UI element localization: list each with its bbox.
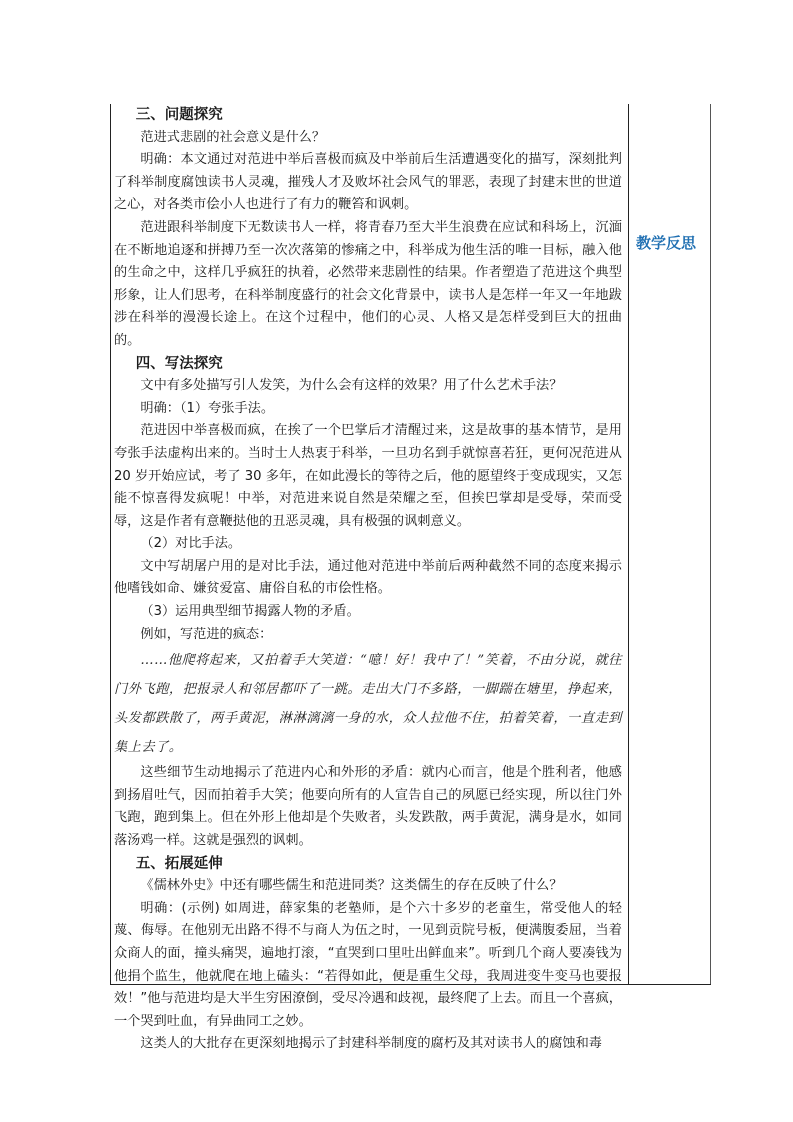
body-paragraph: 范进因中举喜极而疯，在挨了一个巴掌后才清醒过来，这是故事的基本情节，是用夸张手法虚构出来的。当时士人热衷于科举，一旦功名到手就惊喜若狂，更何况范进从 20 岁开始应试，考了 30 多年，在如此漫长的等待之后，他的愿望终于变成现实，又怎能不惊喜得发疯呢！中举，对范进来说自然是荣耀之至，但挨巴掌却是受辱，荣而受辱，这是作者有意鞭挞他的丑恶灵魂，具有极强的讽刺意义。 (114, 423, 622, 529)
table-border-right (710, 104, 711, 984)
body-paragraph: 这些细节生动地揭示了范进内心和外形的矛盾：就内心而言，他是个胜利者，他感到扬眉吐气，因而拍着手大笑；他要向所有的人宣告自己的夙愿已经实现，所以往门外飞跑，跑到集上。但在外形上他却是个失败者，头发跌散，两手黄泥，满身是水，如同落汤鸡一样。这就是强烈的讽刺。 (114, 765, 622, 849)
section-heading-4: 四、写法探究 (135, 355, 223, 372)
main-text-column (114, 104, 622, 1056)
answer-paragraph: 明确：(示例) 如周进，薛家集的老塾师，是个六十多岁的老童生，常受他人的轻蔑、侮辱。在他别无出路不得不与商人为伍之时，一见到贡院号板，便满腹委屈，当着众商人的面，撞头痛哭，遍地打滚，“直哭到口里吐出鲜血来”。听到几个商人要凑钱为他捐个监生，他就爬在地上磕头：“若得如此，便是重生父母，我周进变牛变马也要报效！”他与范进均是大半生穷困潦倒，受尽冷遇和歧视，最终爬了上去。而且一个喜疯，一个哭到吐血，有异曲同工之妙。 (114, 900, 622, 1029)
body-paragraph: 文中写胡屠户用的是对比手法，通过他对范进中举前后两种截然不同的态度来揭示他嗜钱如命、嫌贫爱富、庸俗自私的市侩性格。 (114, 558, 622, 597)
question-5: 《儒林外史》中还有哪些儒生和范进同类？这类儒生的存在反映了什么？ (140, 878, 563, 894)
question-3: 范进式悲剧的社会意义是什么？ (140, 129, 326, 145)
table-border-left (110, 104, 111, 984)
answer-point-2: （2）对比手法。 (140, 536, 242, 552)
question-4: 文中有多处描写引人发笑，为什么会有这样的效果？用了什么艺术手法？ (140, 378, 563, 394)
body-paragraph: 范进跟科举制度下无数读书人一样，将青春乃至大半生浪费在应试和科场上，沉湎在不断地追逐和拼搏乃至一次次落第的惨痛之中，科举成为他生活的唯一目标，融入他的生命之中，这样几乎疯狂的执着，必然带来悲剧性的结果。作者塑造了范进这个典型形象，让人们思考，在科举制度盛行的社会文化背景中，读书人是怎样一年又一年地跋涉在科举的漫漫长途上。在这个过程中，他们的心灵、人格又是怎样受到巨大的扭曲的。 (114, 219, 622, 348)
answer-point-1: 明确：（1）夸张手法。 (140, 400, 275, 416)
section-heading-3: 三、问题探究 (135, 107, 223, 123)
table-border-middle (628, 104, 629, 984)
teaching-reflection-label: 教学反思 (636, 234, 697, 252)
body-paragraph: 这类人的大批存在更深刻地揭示了封建科举制度的腐朽及其对读书人的腐蚀和毒 (140, 1036, 602, 1052)
example-intro: 例如，写范进的疯态： (140, 626, 273, 642)
quoted-excerpt: ……他爬将起来，又拍着手大笑道：“噫！好！我中了！”笑着，不由分说，就往门外飞跑，把报录人和邻居都吓了一跳。走出大门不多路，一脚踹在塘里，挣起来，头发都跌散了，两手黄泥，淋淋漓漓一身的水，众人拉他不住，拍着笑着，一直走到集上去了。 (114, 653, 622, 756)
answer-paragraph: 明确：本文通过对范进中举后喜极而疯及中举前后生活遭遇变化的描写，深刻批判了科举制度腐蚀读书人灵魂，摧残人才及败坏社会风气的罪恶，表现了封建末世的世道之心，对各类市侩小人也进行了有力的鞭笞和讽刺。 (114, 152, 622, 213)
answer-point-3: （3）运用典型细节揭露人物的矛盾。 (140, 604, 360, 620)
section-heading-5: 五、拓展延伸 (135, 855, 223, 872)
